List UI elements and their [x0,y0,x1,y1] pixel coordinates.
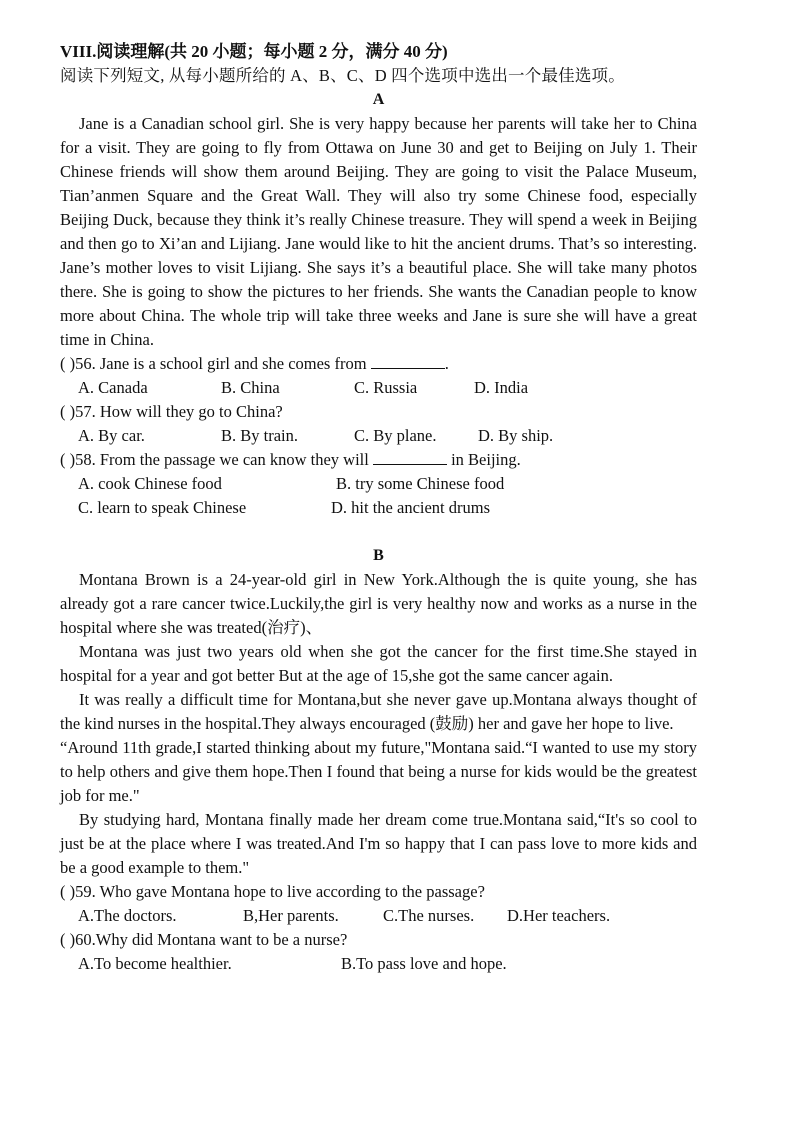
option-a: A.To become healthier. [78,954,232,973]
question-60-options [60,952,697,976]
option-d: D. By ship. [478,426,554,445]
question-59-options [60,904,697,928]
exam-page [60,40,697,976]
section-header: VIII.阅读理解(共 20 小题；每小题 2 分，满分 40 分) [60,42,448,61]
passage-b-paragraph: It was really a difficult time for Montana,but she never gave up.Montana always thought of the kind nurses in the hospital.They always encouraged (鼓励) her and gave her hope to live. [60,690,697,733]
answer-blank [371,354,445,369]
option-d: D. India [474,378,529,397]
question-58-options-row2 [60,496,697,520]
option-a: A. Canada [78,378,148,397]
question-59 [60,880,697,904]
option-b: B,Her parents. [243,906,339,925]
option-a: A. cook Chinese food [78,474,222,493]
question-58-text: ( )58. From the passage we can know they will [60,450,373,469]
answer-blank [373,450,447,465]
passage-a-paragraph: Jane is a Canadian school girl. She is very happy because her parents will take her to China for a visit. They are going to fly from Ottawa on June 30 and get to Beijing on July 1. Their Chinese friends will show them around Beijing. They are going to visit the Palace Museum, Tian’anmen Square and the Great Wall. They will also try some Chinese food, especially Beijing Duck, because they think it’s really Chinese treasure. They will spend a week in Beijing and then go to Xi’an and Lijiang. Jane would like to hit the ancient drums. That’s so interesting. Jane’s mother loves to visit Lijiang. She says it’s a beautiful place. She will take many photos there. She is going to show the pictures to her friends. She wants the Canadian people to know more about China. The whole trip will take three weeks and Jane is sure she will have a great time in China. [60,114,697,349]
question-60-text: ( )60.Why did Montana want to be a nurse? [60,930,348,949]
option-c: C. Russia [354,378,418,397]
passage-b-paragraph: By studying hard, Montana finally made her dream come true.Montana said,“It's so cool to just be at the place where I was treated.And I'm so happy that I can pass love to more kids and be a good example to them." [60,810,697,877]
question-59-text: ( )59. Who gave Montana hope to live according to the passage? [60,882,485,901]
passage-b-paragraph: “Around 11th grade,I started thinking about my future,"Montana said.“I wanted to use my story to help others and give them hope.Then I found that being a nurse for kids would be the greatest job for me." [60,738,697,805]
section-instruction: 阅读下列短文, 从每小题所给的 A、B、C、D 四个选项中选出一个最佳选项。 [60,66,625,85]
question-56-text: ( )56. Jane is a school girl and she comes from [60,354,371,373]
question-58-options-row1 [60,472,697,496]
question-57 [60,400,697,424]
question-56-options [60,376,697,400]
option-a: A. By car. [78,426,145,445]
question-57-text: ( )57. How will they go to China? [60,402,283,421]
passage-b-paragraph: Montana Brown is a 24-year-old girl in New York.Although the is quite young, she has already got a rare cancer twice.Luckily,the girl is very healthy now and works as a nurse in the hospital where she was treated(治疗)、 [60,570,697,637]
question-58 [60,448,697,472]
option-b: B. China [221,378,280,397]
option-d: D.Her teachers. [507,906,611,925]
option-c: C.The nurses. [383,906,475,925]
option-b: B.To pass love and hope. [341,954,507,973]
option-c: C. By plane. [354,426,437,445]
passage-b-paragraph: Montana was just two years old when she got the cancer for the first time.She stayed in hospital for a year and got better But at the age of 15,she got the same cancer again. [60,642,697,685]
option-b: B. try some Chinese food [336,474,505,493]
option-c: C. learn to speak Chinese [78,498,247,517]
option-a: A.The doctors. [78,906,177,925]
option-d: D. hit the ancient drums [331,498,491,517]
passage-a-title: A [372,91,385,108]
spacer [60,520,697,544]
question-58-suffix: in Beijing. [446,450,521,469]
question-56-suffix: . [444,354,449,373]
question-56 [60,352,697,376]
question-60 [60,928,697,952]
question-57-options [60,424,697,448]
passage-b-title: B [373,547,384,564]
option-b: B. By train. [221,426,298,445]
